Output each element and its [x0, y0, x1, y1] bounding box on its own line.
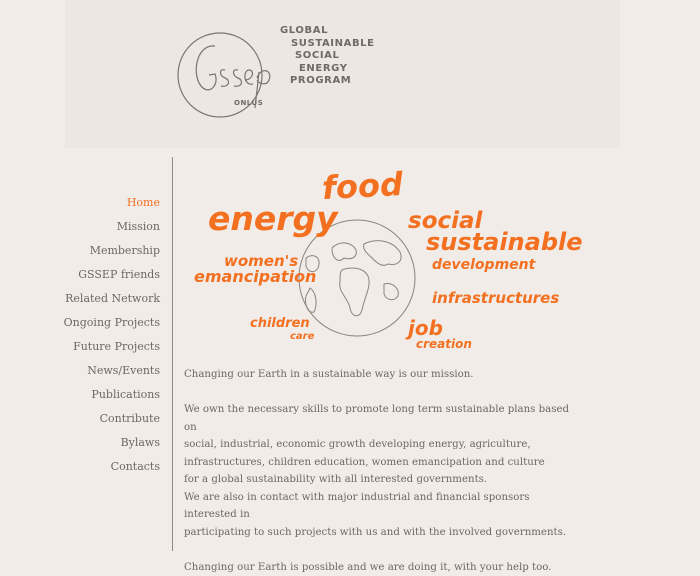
main-nav [64, 191, 160, 479]
nav-divider [172, 157, 173, 551]
mission-line: We own the necessary skills to promote long term sustainable plans based on [184, 401, 584, 436]
nav-related-network[interactable]: Related Network [64, 287, 160, 311]
word-emancipation: emancipation [194, 269, 316, 285]
mission-closing: Changing our Earth is possible and we are doing it, with your help too. [184, 559, 584, 576]
word-job: job [408, 318, 443, 338]
mission-line: participating to such projects with us and with the involved governments. [184, 524, 584, 542]
nav-membership[interactable]: Membership [64, 239, 160, 263]
header-banner [65, 0, 620, 148]
mission-line: for a global sustainability with all interested governments. [184, 471, 584, 489]
mission-line: We are also in contact with major industrial and financial sponsors interested in [184, 489, 584, 524]
logo-tagline: GLOBAL SUSTAINABLE SOCIAL ENERGY PROGRAM [280, 25, 375, 88]
mission-text [184, 366, 584, 576]
nav-ongoing-projects[interactable]: Ongoing Projects [64, 311, 160, 335]
nav-home[interactable]: Home [64, 191, 160, 215]
mission-line: infrastructures, children education, women emancipation and culture [184, 454, 584, 472]
nav-bylaws[interactable]: Bylaws [64, 431, 160, 455]
mission-line: social, industrial, economic growth developing energy, agriculture, [184, 436, 584, 454]
nav-contacts[interactable]: Contacts [64, 455, 160, 479]
word-care: care [290, 332, 314, 342]
word-social: social [408, 210, 482, 233]
logo-badge: ONLUS [234, 99, 263, 107]
word-womens: women's [224, 254, 298, 269]
nav-publications[interactable]: Publications [64, 383, 160, 407]
mission-intro: Changing our Earth in a sustainable way is our mission. [184, 366, 584, 384]
nav-mission[interactable]: Mission [64, 215, 160, 239]
word-children: children [250, 317, 310, 330]
word-infrastructures: infrastructures [432, 291, 559, 306]
nav-contribute[interactable]: Contribute [64, 407, 160, 431]
gssep-logo[interactable] [175, 18, 295, 138]
nav-gssep-friends[interactable]: GSSEP friends [64, 263, 160, 287]
word-energy: energy [208, 202, 338, 235]
nav-future-projects[interactable]: Future Projects [64, 335, 160, 359]
word-sustainable: sustainable [426, 230, 583, 254]
word-creation: creation [416, 338, 472, 350]
nav-news-events[interactable]: News/Events [64, 359, 160, 383]
word-food: food [321, 168, 403, 204]
word-development: development [432, 258, 535, 272]
word-cloud [190, 170, 570, 355]
